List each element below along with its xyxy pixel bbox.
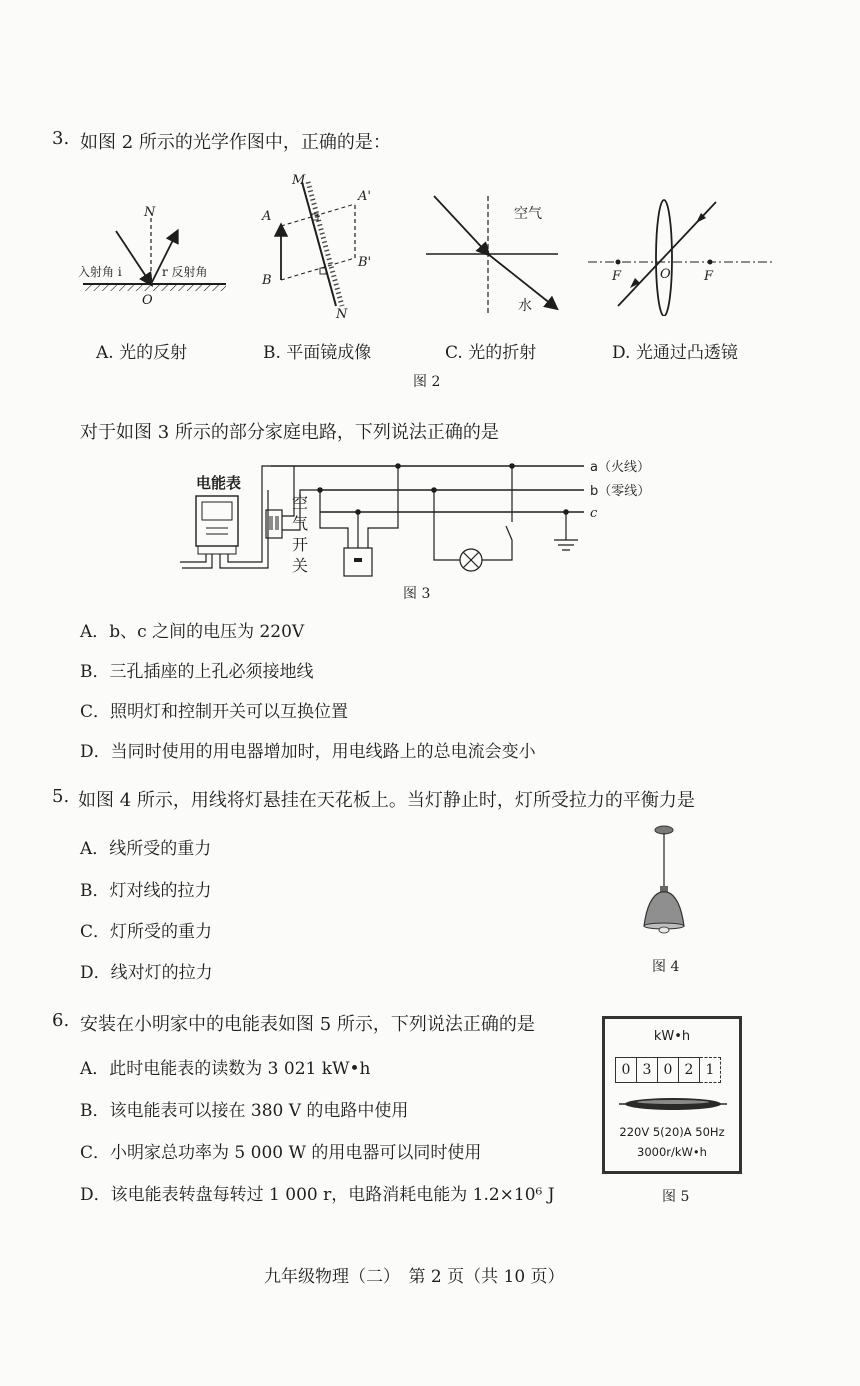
meter-digit: 2	[679, 1057, 700, 1083]
q5-stem: 如图 4 所示，用线将灯悬挂在天花板上。当灯静止时，灯所受拉力的平衡力是	[78, 790, 695, 811]
q5-option-a[interactable]: A．线所受的重力	[80, 839, 212, 859]
q4-figure-caption: 图 3	[403, 586, 431, 602]
air-label: 空气	[514, 206, 542, 222]
q4-option-c[interactable]: C．照明灯和控制开关可以互换位置	[80, 702, 349, 722]
q4-option-b[interactable]: B．三孔插座的上孔必须接地线	[80, 662, 314, 682]
object-a-label: A	[262, 209, 272, 224]
meter-label: 电能表	[196, 474, 242, 492]
q4-option-a[interactable]: A．b、c 之间的电压为 220V	[80, 622, 305, 642]
q6-option-c[interactable]: C．小明家总功率为 5 000 W 的用电器可以同时使用	[80, 1143, 482, 1163]
q4-stem: 对于如图 3 所示的部分家庭电路，下列说法正确的是	[80, 422, 499, 443]
lens-center-label: O	[660, 267, 671, 282]
q6-option-a[interactable]: A．此时电能表的读数为 3 021 kW•h	[80, 1059, 371, 1079]
pendant-lamp-illustration	[630, 820, 700, 938]
q6-option-d[interactable]: D．该电能表转盘每转过 1 000 r，电路消耗电能为 1.2×10⁶ J	[80, 1185, 555, 1205]
q3-option-c[interactable]: C. 光的折射	[445, 343, 537, 363]
q5-option-d[interactable]: D．线对灯的拉力	[80, 963, 213, 983]
mirror-m-label: M	[292, 173, 306, 188]
q3-diagram-convex-lens	[588, 196, 778, 316]
air-switch-label: 空 气 开 关	[291, 493, 308, 575]
q5-figure-caption: 图 4	[652, 959, 680, 975]
meter-digit: 0	[658, 1057, 679, 1083]
q3-diagram-refraction	[424, 190, 564, 318]
q4-option-d[interactable]: D．当同时使用的用电器增加时，用电线路上的总电流会变小	[80, 742, 536, 762]
q6-figure-caption: 图 5	[662, 1189, 690, 1205]
q3-option-a[interactable]: A. 光的反射	[96, 343, 188, 363]
q3-number: 3.	[52, 128, 70, 149]
meter-digit: 0	[615, 1057, 637, 1083]
q3-option-d[interactable]: D. 光通过凸透镜	[612, 343, 738, 363]
q3-diagram-plane-mirror	[254, 172, 374, 320]
incident-angle-label: 入射角 i	[78, 265, 122, 279]
electric-meter-panel	[602, 1016, 742, 1174]
q3-diagram-reflection	[78, 196, 238, 312]
q5-option-c[interactable]: C．灯所受的重力	[80, 922, 213, 942]
page-footer: 九年级物理（二） 第 2 页（共 10 页）	[264, 1267, 565, 1287]
reflected-angle-label: r 反射角	[162, 265, 208, 279]
object-b-label: B	[262, 273, 272, 288]
q5-number: 5.	[52, 786, 70, 807]
meter-unit: kW•h	[653, 1029, 691, 1044]
meter-spec: 220V 5(20)A 50Hz	[619, 1125, 725, 1139]
meter-digit-decimal: 1	[700, 1057, 721, 1083]
image-b-prime-label: B'	[358, 255, 372, 270]
meter-digit: 3	[637, 1057, 658, 1083]
reflection-point-label: O	[142, 293, 153, 308]
lens-focus-right-label: F	[704, 269, 714, 284]
reflection-normal-label: N	[144, 205, 156, 220]
meter-rotating-disc	[619, 1093, 727, 1115]
line-a-label: a（火线）	[590, 460, 650, 475]
q5-option-b[interactable]: B．灯对线的拉力	[80, 881, 212, 901]
water-label: 水	[518, 298, 532, 314]
q3-option-b[interactable]: B. 平面镜成像	[263, 343, 372, 363]
q6-number: 6.	[52, 1010, 70, 1031]
q3-stem: 如图 2 所示的光学作图中，正确的是：	[80, 132, 391, 153]
q3-figure-caption: 图 2	[413, 374, 441, 390]
meter-digit-display	[615, 1057, 721, 1083]
q6-option-b[interactable]: B．该电能表可以接在 380 V 的电路中使用	[80, 1101, 409, 1121]
line-b-label: b（零线）	[590, 484, 651, 499]
line-c-label: c	[590, 506, 598, 521]
q4-circuit-diagram	[176, 456, 676, 584]
meter-rate: 3000r/kW•h	[637, 1145, 707, 1159]
q6-stem: 安装在小明家中的电能表如图 5 所示，下列说法正确的是	[80, 1014, 535, 1035]
image-a-prime-label: A'	[358, 189, 371, 204]
lens-focus-left-label: F	[612, 269, 622, 284]
mirror-n-label: N	[336, 307, 348, 320]
